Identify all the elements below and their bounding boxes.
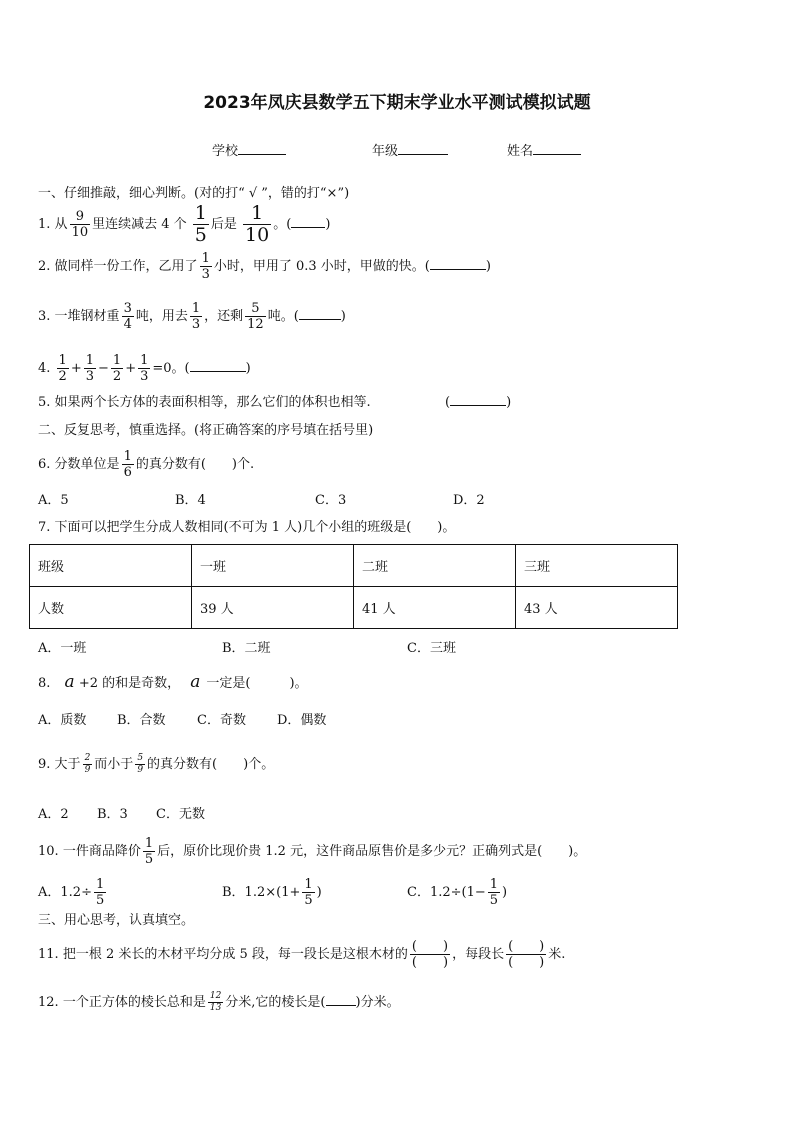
q10-option-c[interactable] (407, 878, 507, 907)
q4-fraction-3: $\frac{1}{2}$ (112, 353, 122, 384)
question-9 (38, 754, 274, 775)
q10-option-b-label: B．1.2×(1+ (222, 885, 301, 900)
q11-text-c: 米. (548, 947, 566, 962)
table-cell: 人数 (30, 587, 192, 629)
q10-option-c-post: ) (502, 885, 508, 900)
q1-answer-blank[interactable] (291, 215, 325, 228)
q4-answer-blank[interactable] (190, 359, 246, 372)
question-4 (38, 354, 251, 383)
q10-text-a: 一件商品降价 (62, 844, 141, 859)
q6-option-d[interactable]: D．2 (453, 493, 485, 508)
school-blank[interactable] (238, 142, 286, 155)
question-5 (38, 393, 371, 413)
q5-close-paren: ) (506, 395, 512, 410)
q12-fraction: $\frac{12}{13}$ (209, 991, 222, 1013)
q10-number: 10. (38, 844, 59, 859)
q10-option-a[interactable] (38, 878, 108, 907)
q6-option-b[interactable]: B．4 (175, 493, 206, 508)
q8-option-a[interactable]: A．质数 (38, 713, 87, 728)
q11-fraction-blank-1[interactable]: ( ) ( ) (411, 939, 449, 970)
section-3-heading: 三、用心思考，认真填空。 (38, 913, 195, 928)
q10-option-b[interactable] (222, 878, 322, 907)
q11-text-b: ，每段长 (452, 947, 505, 962)
q1-text-c: 后是 (210, 217, 237, 232)
grade-field[interactable] (372, 140, 448, 159)
table-cell: 班级 (30, 545, 192, 587)
q9-option-b[interactable]: B．3 (97, 807, 128, 822)
q2-number: 2. (38, 259, 51, 274)
q8-text-a: +2 的和是奇数， (78, 676, 181, 691)
section-2-heading: 二、反复思考，慎重选择。(将正确答案的序号填在括号里) (38, 423, 374, 438)
q10-option-c-label: C．1.2÷(1− (407, 885, 486, 900)
q11-number: 11. (38, 947, 59, 962)
q4-text-a: =0。( (152, 361, 190, 376)
q3-text-d: 吨。( (267, 309, 299, 324)
q12-text-a: 一个正方体的棱长总和是 (62, 995, 206, 1010)
q2-fraction: $\frac{1}{3}$ (201, 251, 210, 282)
q11-fraction-blank-2[interactable]: ( ) ( ) (508, 939, 545, 970)
q9-option-c[interactable]: C．无数 (156, 807, 205, 822)
table-cell: 一班 (192, 545, 354, 587)
question-7 (38, 518, 455, 538)
q2-answer-blank[interactable] (430, 257, 486, 270)
q9-text-a: 大于 (54, 757, 81, 772)
q6-number: 6. (38, 457, 51, 472)
q10-option-b-post: ) (316, 885, 322, 900)
q7-number: 7. (38, 520, 51, 535)
q10-fraction: $\frac{1}{5}$ (144, 836, 154, 867)
q5-number: 5. (38, 395, 51, 410)
q4-operator-3: + (125, 361, 137, 376)
question-1 (38, 204, 330, 245)
q1-text-e: ) (325, 217, 331, 232)
q6-fraction: $\frac{1}{6}$ (123, 449, 132, 480)
question-11 (38, 940, 565, 969)
question-8 (38, 672, 308, 694)
table-row (30, 545, 678, 587)
question-6 (38, 450, 254, 479)
q4-text-b: ) (245, 361, 251, 376)
q10-option-a-fraction: $\frac{1}{5}$ (95, 877, 105, 908)
table-cell: 43 人 (516, 587, 678, 629)
q10-option-a-label: A．1.2÷ (38, 885, 92, 900)
table-cell: 二班 (354, 545, 516, 587)
table-cell: 41 人 (354, 587, 516, 629)
q10-option-b-fraction: $\frac{1}{5}$ (304, 877, 313, 908)
name-label: 姓名 (507, 144, 534, 159)
name-field[interactable] (507, 140, 581, 159)
q3-answer-blank[interactable] (299, 307, 341, 320)
q5-answer-blank[interactable] (450, 393, 506, 406)
q3-text-a: 一堆钢材重 (54, 309, 120, 324)
q6-option-c[interactable]: C．3 (315, 493, 347, 508)
q6-option-a[interactable]: A．5 (38, 493, 69, 508)
q9-fraction-2: $\frac{5}{9}$ (137, 753, 144, 775)
q3-text-b: 吨，用去 (135, 309, 188, 324)
q3-text-e: ) (340, 309, 346, 324)
q1-number: 1. (38, 217, 51, 232)
q9-text-c: 的真分数有( )个。 (147, 757, 275, 772)
q1-fraction-2: $\frac{1}{5}$ (194, 202, 207, 246)
q3-fraction-2: $\frac{1}{3}$ (191, 301, 201, 332)
q1-text-d: 。( (273, 217, 292, 232)
question-12 (38, 992, 400, 1013)
q10-option-c-fraction: $\frac{1}{5}$ (489, 877, 499, 908)
grade-label: 年级 (372, 144, 399, 159)
q2-text-b: 小时，甲用了 0.3 小时，甲做的快。( (213, 259, 430, 274)
q6-text-a: 分数单位是 (54, 457, 120, 472)
q12-number: 12. (38, 995, 59, 1010)
q2-text-c: ) (485, 259, 491, 274)
q10-text-b: 后，原价比现价贵 1.2 元，这件商品原售价是多少元？正确列式是( )。 (157, 844, 587, 859)
q9-fraction-1: $\frac{2}{9}$ (84, 753, 91, 775)
q8-option-b[interactable]: B．合数 (117, 713, 166, 728)
q6-text-b: 的真分数有( )个. (135, 457, 255, 472)
q8-variable-a2: a (190, 672, 201, 692)
question-2 (38, 252, 491, 281)
question-3 (38, 302, 346, 331)
q12-answer-blank[interactable] (326, 993, 356, 1006)
q4-operator-1: + (70, 361, 82, 376)
page-title: 2023年凤庆县数学五下期末学业水平测试模拟试题 (203, 93, 591, 113)
q7-option-c[interactable]: C．三班 (407, 641, 456, 656)
question-10 (38, 837, 586, 866)
q5-open-paren: ( (445, 395, 451, 410)
table-row (30, 587, 678, 629)
name-blank[interactable] (533, 142, 581, 155)
q4-fraction-4: $\frac{1}{3}$ (140, 353, 149, 384)
table-cell: 三班 (516, 545, 678, 587)
class-table (29, 544, 678, 629)
q8-variable-a: a (64, 672, 75, 692)
section-1-heading: 一、仔细推敲，细心判断。(对的打“ √ ”，错的打“×”) (38, 186, 350, 201)
q2-text-a: 做同样一份工作，乙用了 (54, 259, 198, 274)
q4-fraction-2: $\frac{1}{3}$ (85, 353, 95, 384)
q8-option-c[interactable]: C．奇数 (197, 713, 246, 728)
q3-fraction-3: $\frac{5}{12}$ (247, 301, 264, 332)
q9-number: 9. (38, 757, 51, 772)
q12-text-c: )分米。 (355, 995, 400, 1010)
school-label: 学校 (212, 144, 239, 159)
grade-blank[interactable] (398, 142, 448, 155)
q3-text-c: ，还剩 (204, 309, 244, 324)
table-cell: 39 人 (192, 587, 354, 629)
school-field[interactable] (212, 140, 286, 159)
q4-operator-2: − (98, 361, 109, 376)
q8-option-d[interactable]: D．偶数 (277, 713, 327, 728)
q12-text-b: 分米,它的棱长是( (225, 995, 326, 1010)
q7-option-b[interactable]: B．二班 (222, 641, 271, 656)
q5-answer (445, 393, 511, 413)
q9-option-a[interactable]: A．2 (38, 807, 69, 822)
q4-number: 4. (38, 361, 51, 376)
q11-text-a: 把一根 2 米长的木材平均分成 5 段，每一段长是这根木材的 (62, 947, 408, 962)
q3-number: 3. (38, 309, 51, 324)
q3-fraction-1: $\frac{3}{4}$ (123, 301, 132, 332)
q7-option-a[interactable]: A．一班 (38, 641, 87, 656)
q9-text-b: 而小于 (94, 757, 134, 772)
q1-text-a: 从 (54, 217, 68, 232)
q8-text-b: 一定是( )。 (206, 676, 308, 691)
q8-number: 8. (38, 676, 51, 691)
q1-fraction-1: $\frac{9}{10}$ (71, 209, 89, 240)
q7-text-a: 下面可以把学生分成人数相同(不可为 1 人)几个小组的班级是( )。 (54, 520, 456, 535)
q5-text-a: 如果两个长方体的表面积相等，那么它们的体积也相等. (54, 395, 371, 410)
q1-fraction-3: $\frac{1}{10}$ (245, 202, 270, 246)
q4-fraction-1: $\frac{1}{2}$ (58, 353, 67, 384)
q1-text-b: 里连续减去 4 个 (92, 217, 187, 232)
